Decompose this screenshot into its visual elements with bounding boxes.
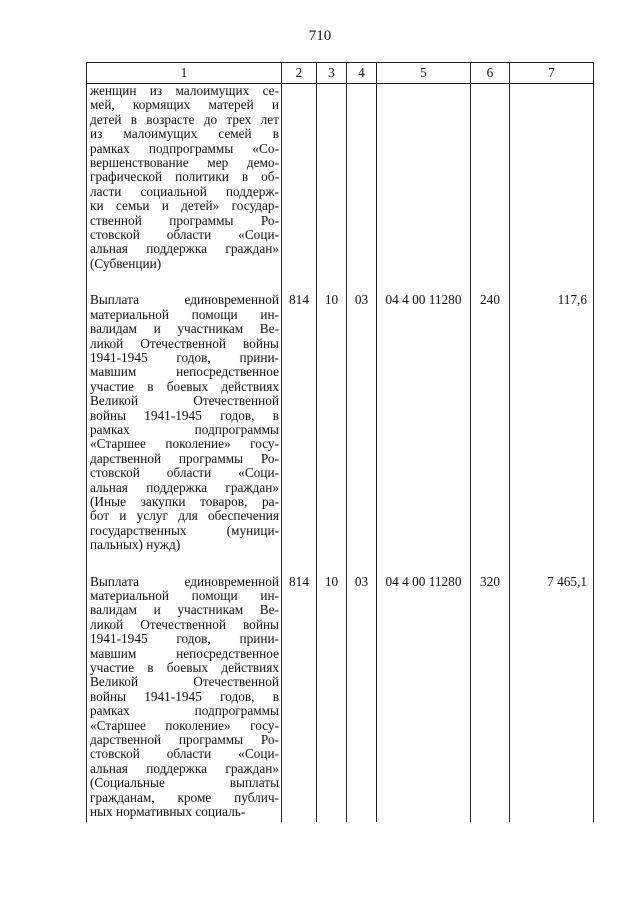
row-spacer — [87, 553, 594, 575]
column-header: 1 — [87, 63, 282, 84]
row-description — [87, 293, 282, 552]
column-header: 5 — [377, 63, 471, 84]
row-spacer — [87, 271, 594, 293]
description-line: альная поддержка граждан» — [90, 241, 279, 257]
description-line: рамках подпрограммы «Со- — [90, 140, 279, 156]
description-line: материальной помощи ин- — [90, 588, 279, 603]
spacer-cell — [347, 553, 377, 575]
target-article-code — [377, 84, 471, 272]
description-line: вершенствование мер демо- — [90, 155, 279, 171]
spacer-cell — [510, 820, 594, 822]
row-description — [87, 575, 282, 820]
description-line: бот и услуг для обеспечения — [90, 508, 279, 524]
spacer-cell — [317, 271, 347, 293]
expense-type-code: 320 — [471, 575, 510, 820]
description-line: войны 1941-1945 годов, в — [90, 688, 279, 704]
description-line: детей в возрасте до трех лет — [90, 111, 279, 127]
spacer-cell — [282, 820, 317, 822]
spacer-cell — [282, 553, 317, 575]
spacer-cell — [510, 271, 594, 293]
ministry-code: 814 — [282, 293, 317, 552]
description-line: Выплата единовременной — [90, 573, 279, 589]
expense-type-code: 240 — [471, 293, 510, 552]
description-line: ласти социальной поддерж- — [90, 183, 279, 199]
spacer-cell — [471, 271, 510, 293]
description-line: 1941-1945 годов, прини- — [90, 631, 279, 647]
description-line: ственной программы Ро- — [90, 212, 279, 228]
table-body — [87, 84, 594, 822]
description-line: стовской области «Соци- — [90, 227, 279, 243]
ministry-code — [282, 84, 317, 272]
subsection-code: 03 — [347, 575, 377, 820]
description-line: Великой Отечественной — [90, 674, 279, 690]
amount: 7 465,1 — [510, 575, 594, 820]
spacer-cell — [317, 553, 347, 575]
spacer-cell — [377, 271, 471, 293]
description-line: «Старшее поколение» госу- — [90, 436, 279, 452]
spacer-cell — [87, 553, 282, 575]
spacer-cell — [347, 820, 377, 822]
target-article-code: 04 4 00 11280 — [377, 575, 471, 820]
table-row — [87, 575, 594, 820]
description-line: женщин из малоимущих се- — [90, 83, 279, 98]
description-line: «Старшее поколение» госу- — [90, 717, 279, 733]
section-code: 10 — [317, 293, 347, 552]
description-line: ки семьи и детей» государ- — [90, 198, 279, 214]
description-line: стовской области «Соци- — [90, 746, 279, 762]
column-header: 4 — [347, 63, 377, 84]
description-line: валидам и участникам Ве- — [90, 321, 279, 337]
spacer-cell — [471, 553, 510, 575]
page-number: 710 — [308, 28, 332, 44]
description-line: гражданам, кроме публич- — [90, 789, 279, 805]
column-header: 6 — [471, 63, 510, 84]
column-header: 2 — [282, 63, 317, 84]
description-line: дарственной программы Ро- — [90, 732, 279, 748]
description-line: (Иные закупки товаров, ра- — [90, 493, 279, 509]
subsection-code: 03 — [347, 293, 377, 552]
row-description — [87, 84, 282, 272]
target-article-code: 04 4 00 11280 — [377, 293, 471, 552]
table-row — [87, 293, 594, 552]
description-line: Выплата единовременной — [90, 292, 279, 308]
expense-type-code — [471, 84, 510, 272]
spacer-cell — [282, 271, 317, 293]
table-row — [87, 84, 594, 272]
column-header: 3 — [317, 63, 347, 84]
description-line: (Субвенции) — [90, 255, 162, 271]
spacer-cell — [87, 271, 282, 293]
description-line: графической политики в об- — [90, 169, 279, 185]
description-line: Великой Отечественной — [90, 393, 279, 409]
description-line: из малоимущих семей в — [90, 126, 279, 142]
description-line: материальной помощи ин- — [90, 306, 279, 322]
table-header-row — [87, 63, 594, 84]
description-line: участие в боевых действиях — [90, 660, 279, 676]
spacer-cell — [87, 820, 282, 822]
description-line: ных нормативных социаль- — [90, 804, 246, 820]
description-line: альная поддержка граждан» — [90, 479, 279, 495]
description-line: альная поддержка граждан» — [90, 760, 279, 776]
description-line: дарственной программы Ро- — [90, 450, 279, 466]
column-header: 7 — [510, 63, 594, 84]
spacer-cell — [377, 820, 471, 822]
subsection-code — [347, 84, 377, 272]
spacer-cell — [377, 553, 471, 575]
description-line: валидам и участникам Ве- — [90, 602, 279, 618]
description-line: мей, кормящих матерей и — [90, 97, 279, 113]
section-code — [317, 84, 347, 272]
description-line: (Социальные выплаты — [90, 775, 279, 791]
budget-table — [86, 62, 594, 822]
description-line: рамках подпрограммы — [90, 421, 279, 437]
spacer-cell — [317, 820, 347, 822]
spacer-cell — [347, 271, 377, 293]
description-line: участие в боевых действиях — [90, 378, 279, 394]
spacer-cell — [471, 820, 510, 822]
description-line: государственных (муници- — [90, 522, 279, 538]
description-line: войны 1941-1945 годов, в — [90, 407, 279, 423]
description-line: рамках подпрограммы — [90, 703, 279, 719]
spacer-cell — [510, 553, 594, 575]
row-spacer — [87, 820, 594, 822]
description-line: мавшим непосредственное — [90, 645, 279, 661]
description-line: пальных) нужд) — [90, 537, 181, 553]
description-line: мавшим непосредственное — [90, 364, 279, 380]
description-line: 1941-1945 годов, прини- — [90, 349, 279, 365]
description-line: ликой Отечественной войны — [90, 335, 279, 351]
description-line: ликой Отечественной войны — [90, 616, 279, 632]
description-line: стовской области «Соци- — [90, 465, 279, 481]
amount — [510, 84, 594, 272]
ministry-code: 814 — [282, 575, 317, 820]
amount: 117,6 — [510, 293, 594, 552]
section-code: 10 — [317, 575, 347, 820]
